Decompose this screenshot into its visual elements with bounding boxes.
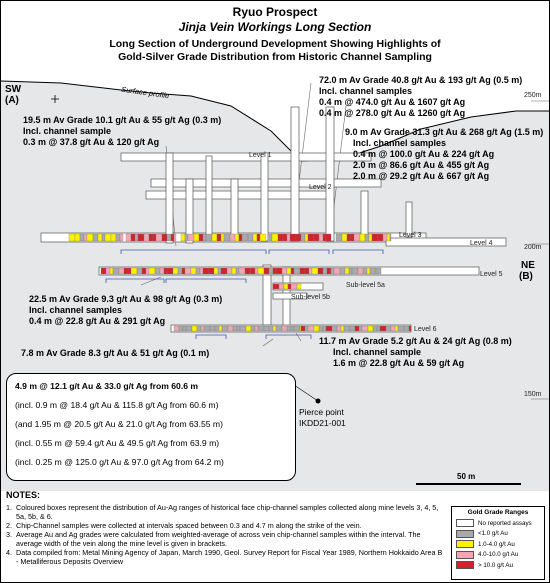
channel-sample-box — [272, 234, 278, 241]
figure-heading-line-2: Gold-Silver Grade Distribution from Historic Channel Sampling — [118, 51, 432, 63]
level-4-label: Level 4 — [470, 240, 493, 247]
annotation-level3-east-sample-3: 2.0 m @ 29.2 g/t Au & 667 g/t Ag — [353, 171, 490, 181]
channel-sample-box — [164, 268, 167, 274]
annotation-level6-east-incl: Incl. channel sample — [333, 347, 422, 357]
channel-sample-box — [248, 234, 253, 241]
annotation-level5-sample: 0.4 m @ 22.8 g/t Au & 291 g/t Ag — [29, 316, 166, 326]
channel-sample-box — [305, 268, 309, 274]
channel-sample-box — [387, 234, 390, 241]
channel-sample-box — [167, 268, 173, 274]
notes-section — [6, 491, 446, 566]
channel-sample-box — [273, 268, 276, 274]
channel-sample-box — [283, 234, 287, 241]
channel-sample-box — [131, 234, 135, 241]
channel-sample-box — [352, 268, 358, 274]
channel-sample-box — [372, 234, 378, 241]
channel-sample-box — [192, 326, 197, 331]
channel-sample-box — [194, 234, 199, 241]
channel-sample-box — [309, 268, 312, 274]
channel-sample-box — [326, 234, 331, 241]
channel-sample-box — [230, 234, 235, 241]
channel-sample-box — [255, 268, 258, 274]
channel-sample-box — [126, 234, 131, 241]
channel-sample-box — [291, 326, 294, 331]
note-4: 4. Data compiled from: Metal Mining Agency of Japan, March 1990, Geol. Survey Report for Fiscal Year 1989, Northern Hokkaido Area B - Metalliferous Deposits Overview — [6, 548, 443, 566]
figure-subtitle: Jinja Vein Workings Long Section — [178, 20, 372, 34]
channel-sample-box — [345, 268, 349, 274]
channel-sample-box — [342, 234, 347, 241]
channel-sample-box — [323, 268, 327, 274]
channel-sample-box — [363, 268, 367, 274]
channel-sample-box — [218, 268, 221, 274]
channel-sample-box — [294, 326, 300, 331]
channel-sample-box — [142, 268, 146, 274]
channel-sample-box — [258, 268, 264, 274]
channel-sample-box — [111, 234, 116, 241]
note-1: 1. Coloured boxes represent the distribution of Au-Ag ranges of historical face chip-channel samples collected along mine levels 3, 4, 5, 5a, 5b, & 6. — [6, 503, 439, 521]
annotation-level5-incl: Incl. channel samples — [29, 305, 123, 315]
channel-sample-box — [323, 234, 326, 241]
channel-sample-box — [239, 234, 242, 241]
channel-sample-box — [273, 326, 276, 331]
channel-sample-box — [287, 268, 291, 274]
note-2: 2. Chip-Channel samples were collected at intervals spaced between 0.3 and 4.7 m along the strike of the vein. — [6, 521, 362, 530]
channel-sample-box — [120, 234, 123, 241]
channel-sample-box — [93, 234, 98, 241]
channel-sample-box — [188, 234, 194, 241]
channel-sample-box — [116, 234, 120, 241]
channel-sample-box — [314, 326, 319, 331]
channel-sample-box — [314, 234, 319, 241]
channel-sample-box — [224, 234, 230, 241]
channel-sample-box — [336, 234, 342, 241]
channel-sample-box — [300, 268, 305, 274]
channel-sample-box — [75, 234, 80, 241]
channel-sample-box — [233, 326, 237, 331]
note-3: 3. Average Au and Ag grades were calculated from weighted-average of across vein chip-channel samples within the interval. The average width of the vein along the mine level is given in brackets. — [6, 530, 421, 548]
channel-sample-box — [319, 326, 323, 331]
channel-sample-box — [409, 326, 411, 331]
channel-sample-box — [246, 326, 251, 331]
surface-profile-label: Surface profile — [120, 84, 170, 101]
channel-sample-box — [269, 234, 272, 241]
channel-sample-box — [279, 284, 284, 289]
annotation-level3-west-grade: 19.5 m Av Grade 10.1 g/t Au & 55 g/t Ag (0.3 m) — [23, 115, 222, 125]
channel-sample-box — [204, 326, 210, 331]
channel-sample-box — [206, 234, 212, 241]
channel-sample-box — [301, 234, 305, 241]
channel-sample-box — [305, 326, 308, 331]
channel-sample-box — [255, 326, 258, 331]
channel-sample-box — [196, 268, 200, 274]
drill-intercept-and: (and 1.95 m @ 20.5 g/t Au & 21.0 g/t Ag from 63.55 m) — [15, 419, 223, 429]
figure-heading-line-1: Long Section of Underground Development Showing Highlights of — [109, 38, 441, 50]
channel-sample-box — [291, 284, 297, 289]
channel-sample-box — [119, 268, 124, 274]
channel-sample-box — [186, 326, 192, 331]
channel-sample-box — [377, 326, 380, 331]
legend-title: Gold Grade Ranges — [467, 509, 529, 516]
sw-label: SW — [5, 84, 22, 95]
channel-sample-box — [312, 268, 318, 274]
channel-sample-box — [350, 326, 355, 331]
sub-level-5a-label: Sub-level 5a — [346, 282, 385, 289]
channel-sample-box — [251, 268, 255, 274]
channel-sample-box — [260, 234, 266, 241]
channel-sample-box — [282, 326, 287, 331]
channel-sample-box — [227, 268, 232, 274]
channel-sample-box — [290, 234, 296, 241]
channel-sample-box — [178, 268, 182, 274]
channel-sample-box — [239, 268, 245, 274]
channel-sample-box — [101, 268, 106, 274]
channel-sample-box — [386, 326, 391, 331]
grid-cross-marker — [51, 95, 59, 103]
channel-sample-box — [369, 234, 372, 241]
channel-sample-box — [354, 234, 360, 241]
annotation-level3-east-sample-1: 0.4 m @ 100.0 g/t Au & 224 g/t Ag — [353, 149, 495, 159]
channel-sample-box — [276, 268, 282, 274]
channel-sample-box — [221, 234, 224, 241]
channel-sample-box — [319, 234, 323, 241]
legend-item-under-1: <1.0 g/t Au — [452, 529, 544, 540]
channel-sample-box — [201, 326, 204, 331]
channel-sample-box — [203, 268, 209, 274]
channel-sample-box — [287, 326, 291, 331]
sw-letter: (A) — [5, 95, 19, 106]
channel-sample-box — [167, 234, 171, 241]
gold-grade-legend — [451, 506, 545, 580]
channel-sample-box — [110, 268, 113, 274]
channel-sample-box — [106, 268, 110, 274]
channel-sample-box — [153, 234, 156, 241]
ne-letter: (B) — [519, 271, 533, 282]
channel-sample-box — [183, 326, 186, 331]
channel-sample-box — [264, 268, 269, 274]
elevation-150: 150m — [524, 391, 542, 398]
channel-sample-box — [138, 234, 144, 241]
channel-sample-box — [232, 268, 236, 274]
channel-sample-box — [276, 326, 282, 331]
channel-sample-box — [149, 268, 155, 274]
channel-sample-box — [124, 268, 128, 274]
channel-sample-box — [337, 326, 341, 331]
channel-sample-box — [185, 268, 191, 274]
channel-sample-box — [236, 268, 239, 274]
channel-sample-box — [308, 326, 314, 331]
level-6-label: Level 6 — [414, 326, 437, 333]
channel-sample-box — [217, 234, 221, 241]
elevation-200: 200m — [524, 244, 542, 251]
channel-sample-box — [376, 268, 381, 274]
channel-sample-box — [209, 268, 214, 274]
channel-sample-box — [349, 268, 352, 274]
channel-sample-box — [301, 326, 305, 331]
channel-sample-box — [344, 326, 350, 331]
channel-sample-box — [245, 268, 250, 274]
channel-sample-box — [191, 268, 196, 274]
channel-sample-box — [181, 234, 185, 241]
channel-sample-box — [391, 326, 395, 331]
annotation-level6-east-sample: 1.6 m @ 22.8 g/t Au & 59 g/t Ag — [333, 358, 465, 368]
pierce-point-label: Pierce point — [299, 407, 344, 417]
legend-item-no-assays: No reported assays — [452, 518, 544, 529]
channel-sample-box — [210, 326, 215, 331]
channel-sample-box — [332, 326, 337, 331]
channel-sample-box — [203, 234, 206, 241]
channel-sample-box — [395, 326, 398, 331]
figure-title: Ryuo Prospect — [232, 5, 318, 19]
channel-sample-box — [155, 268, 160, 274]
channel-sample-box — [251, 326, 255, 331]
channel-sample-box — [390, 234, 391, 241]
channel-sample-box — [242, 234, 248, 241]
channel-sample-box — [113, 268, 119, 274]
elevation-250: 250m — [524, 92, 542, 99]
channel-sample-box — [160, 268, 164, 274]
channel-sample-box — [128, 268, 131, 274]
channel-sample-box — [182, 268, 185, 274]
channel-sample-box — [383, 234, 387, 241]
channel-sample-box — [137, 268, 142, 274]
channel-sample-box — [318, 268, 323, 274]
annotation-level3-central-sample-1: 0.4 m @ 474.0 g/t Au & 1607 g/t Ag — [319, 97, 466, 107]
channel-sample-box — [149, 234, 153, 241]
channel-sample-box — [269, 326, 273, 331]
channel-sample-box — [146, 268, 149, 274]
sub-level-5b-label: Sub-level 5b — [291, 294, 330, 301]
annotation-level6-west-grade: 7.8 m Av Grade 8.3 g/t Au & 51 g/t Ag (0.1 m) — [21, 348, 210, 358]
channel-sample-box — [340, 268, 345, 274]
channel-sample-box — [199, 234, 203, 241]
channel-sample-box — [197, 326, 201, 331]
annotation-level3-east-sample-2: 2.0 m @ 86.6 g/t Au & 455 g/t Ag — [353, 160, 490, 170]
channel-sample-box — [84, 234, 87, 241]
scale-bar-label: 50 m — [457, 472, 476, 481]
channel-sample-box — [305, 234, 308, 241]
annotation-level5-grade: 22.5 m Av Grade 9.3 g/t Au & 98 g/t Ag (0.3 m) — [29, 294, 223, 304]
channel-sample-box — [156, 234, 162, 241]
channel-sample-box — [362, 326, 368, 331]
channel-sample-box — [398, 326, 404, 331]
channel-sample-box — [291, 268, 294, 274]
channel-sample-box — [228, 326, 233, 331]
channel-sample-box — [212, 234, 217, 241]
channel-sample-box — [98, 234, 102, 241]
channel-sample-box — [87, 234, 93, 241]
drill-intercept-incl-1: (incl. 0.9 m @ 18.4 g/t Au & 115.8 g/t Ag from 60.6 m) — [15, 400, 219, 410]
channel-sample-box — [287, 234, 290, 241]
channel-sample-box — [380, 326, 386, 331]
channel-sample-box — [359, 326, 362, 331]
channel-sample-box — [284, 284, 288, 289]
channel-sample-box — [269, 268, 273, 274]
channel-sample-box — [358, 268, 363, 274]
channel-sample-box — [179, 326, 183, 331]
notes-title: NOTES: — [6, 490, 41, 500]
channel-sample-box — [219, 326, 222, 331]
channel-sample-box — [253, 234, 257, 241]
channel-sample-box — [294, 268, 300, 274]
channel-sample-box — [221, 268, 227, 274]
channel-sample-box — [174, 234, 176, 241]
channel-sample-box — [264, 326, 269, 331]
channel-sample-box — [278, 234, 283, 241]
channel-sample-box — [323, 326, 326, 331]
channel-sample-box — [296, 234, 301, 241]
channel-sample-box — [69, 234, 75, 241]
channel-sample-box — [360, 234, 365, 241]
long-section-diagram — [1, 71, 549, 491]
pierce-point-hole-id: IKDD21-001 — [299, 418, 346, 428]
annotation-level3-west-incl: Incl. channel sample — [23, 126, 112, 136]
channel-sample-box — [308, 234, 314, 241]
channel-sample-box — [171, 234, 174, 241]
channel-sample-box — [327, 268, 330, 274]
channel-sample-box — [102, 234, 105, 241]
channel-sample-box — [257, 234, 260, 241]
annotation-level3-west-sample: 0.3 m @ 37.8 g/t Au & 120 g/t Ag — [23, 137, 160, 147]
channel-sample-box — [240, 326, 246, 331]
annotation-level3-central-grade: 72.0 m Av Grade 40.8 g/t Au & 193 g/t Ag (0.5 m) — [319, 75, 523, 85]
channel-sample-box — [404, 326, 409, 331]
annotation-level6-east-grade: 11.7 m Av Grade 5.2 g/t Au & 24 g/t Ag (0.8 m) — [319, 336, 512, 346]
channel-sample-box — [144, 234, 149, 241]
level-1-label: Level 1 — [249, 152, 272, 159]
drill-intercept-box — [6, 373, 296, 481]
channel-sample-box — [173, 268, 178, 274]
channel-sample-box — [368, 326, 373, 331]
channel-sample-box — [288, 284, 291, 289]
legend-item-over-10: > 10.0 g/t Au — [452, 560, 544, 571]
annotation-level3-central-sample-2: 0.4 m @ 278.0 g/t Au & 1260 g/t Ag — [319, 108, 466, 118]
channel-sample-box — [365, 234, 369, 241]
channel-sample-box — [373, 326, 377, 331]
channel-sample-box — [131, 268, 137, 274]
drill-intercept-main: 4.9 m @ 12.1 g/t Au & 33.0 g/t Ag from 60.6 m — [15, 381, 199, 391]
channel-sample-box — [297, 284, 301, 289]
channel-sample-box — [135, 234, 138, 241]
channel-sample-box — [235, 234, 239, 241]
channel-sample-box — [215, 326, 219, 331]
level-5-label: Level 5 — [480, 271, 503, 278]
annotation-level3-central-incl: Incl. channel samples — [319, 86, 413, 96]
channel-sample-box — [80, 234, 84, 241]
drill-intercept-incl-2: (incl. 0.55 m @ 59.4 g/t Au & 49.5 g/t Ag from 63.9 m) — [15, 438, 220, 448]
channel-sample-box — [347, 234, 351, 241]
channel-sample-box — [162, 234, 167, 241]
channel-sample-box — [341, 326, 344, 331]
channel-sample-box — [367, 268, 370, 274]
ne-label: NE — [521, 260, 535, 271]
legend-item-1-to-4: 1.0-4.0 g/t Au — [452, 539, 544, 550]
channel-sample-box — [378, 234, 383, 241]
channel-sample-box — [331, 268, 334, 274]
channel-sample-box — [214, 268, 218, 274]
channel-sample-box — [334, 268, 340, 274]
level-3-label: Level 3 — [399, 232, 422, 239]
channel-sample-box — [185, 234, 188, 241]
channel-sample-box — [326, 326, 332, 331]
channel-sample-box — [282, 268, 287, 274]
channel-sample-box — [237, 326, 240, 331]
channel-sample-box — [355, 326, 359, 331]
drill-intercept-incl-3: (incl. 0.25 m @ 125.0 g/t Au & 97.0 g/t Ag from 64.2 m) — [15, 457, 224, 467]
channel-sample-box — [258, 326, 264, 331]
channel-sample-box — [351, 234, 354, 241]
channel-sample-box — [273, 284, 279, 289]
annotation-level3-east-incl: Incl. channel samples — [353, 138, 447, 148]
channel-sample-box — [174, 326, 179, 331]
level-2-label: Level 2 — [309, 184, 332, 191]
channel-sample-box — [200, 268, 203, 274]
channel-sample-box — [370, 268, 376, 274]
annotation-level3-east-grade: 9.0 m Av Grade 31.3 g/t Au & 268 g/t Ag (1.5 m) — [345, 127, 544, 137]
channel-sample-box — [105, 234, 111, 241]
channel-sample-box — [222, 326, 228, 331]
legend-item-4-to-10: 4.0-10.0 g/t Au — [452, 550, 544, 561]
